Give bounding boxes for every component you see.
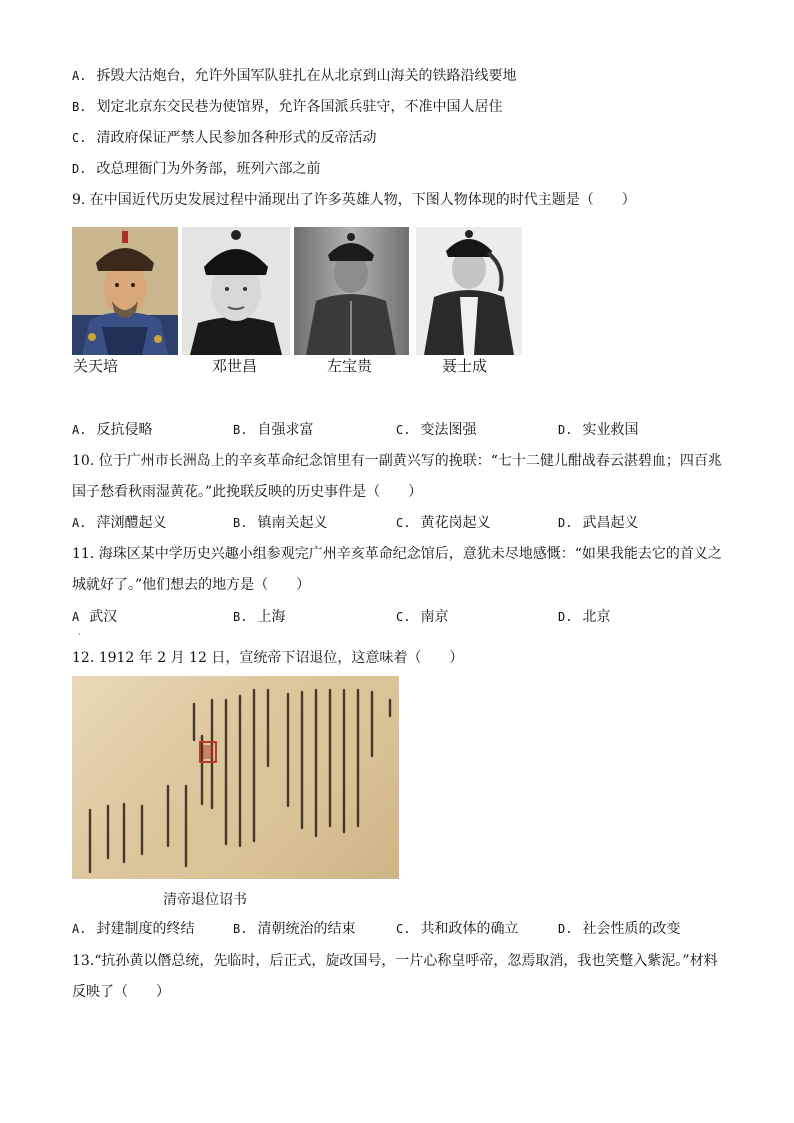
q12-option-b: B. 清朝统治的结束 <box>233 921 356 937</box>
q11-stem-line2: 城就好了。”他们想去的地方是（ ） <box>72 577 311 593</box>
caption-zuo-baogui: 左宝贵 <box>327 357 373 375</box>
q11-stem-line1: 11. 海珠区某中学历史兴趣小组参观完广州辛亥革命纪念馆后，意犹未尽地感慨：“如果我能去它的首义之 <box>72 546 722 562</box>
q12-options <box>72 919 732 939</box>
q10-option-b: B. 镇南关起义 <box>233 515 328 531</box>
abdication-edict-image <box>72 676 399 879</box>
q9-option-a: A. 反抗侵略 <box>72 422 153 438</box>
q9-option-b: B. 自强求富 <box>233 422 314 438</box>
q11-options <box>72 607 732 627</box>
portrait-guan-tianpei <box>72 227 178 355</box>
q11-option-c: C. 南京 <box>396 609 449 625</box>
q11-option-d: D. 北京 <box>558 609 611 625</box>
q10-option-c: C. 黄花岗起义 <box>396 515 491 531</box>
edict-caption: 清帝退位诏书 <box>163 892 247 908</box>
caption-nie-shicheng: 聂士成 <box>442 357 488 375</box>
q13-stem-line1: 13.“抗孙黄以僭总统，先临时，后正式，旋改国号，一片心称皇呼帝，忽焉取消，我也笑蹩入紫泥。”材料 <box>72 953 718 969</box>
q11-option-a: A 武汉 <box>72 609 118 625</box>
q9-option-d: D. 实业救国 <box>558 422 639 438</box>
caption-deng-shichang: 邓世昌 <box>212 357 258 375</box>
q9-options <box>72 420 732 440</box>
q10-option-a: A. 萍浏醴起义 <box>72 515 167 531</box>
q10-stem-line2: 国子愁看秋雨湿黄花。”此挽联反映的历史事件是（ ） <box>72 484 423 500</box>
q10-stem-line1: 10. 位于广州市长洲岛上的辛亥革命纪念馆里有一副黄兴写的挽联：“七十二健儿酣战春云湛碧血；四百兆 <box>72 453 722 469</box>
q9-stem: 9. 在中国近代历史发展过程中涌现出了许多英雄人物，下图人物体现的时代主题是（ ） <box>72 192 636 208</box>
q8-option-c: C. 清政府保证严禁人民参加各种形式的反帝活动 <box>72 130 377 146</box>
q9-option-c: C. 变法图强 <box>396 422 477 438</box>
q12-option-c: C. 共和政体的确立 <box>396 921 519 937</box>
q8-option-a: A. 拆毁大沽炮台，允许外国军队驻扎在从北京到山海关的铁路沿线要地 <box>72 68 517 84</box>
q11-option-b: B. 上海 <box>233 609 286 625</box>
q10-option-d: D. 武昌起义 <box>558 515 639 531</box>
q12-option-d: D. 社会性质的改变 <box>558 921 681 937</box>
q13-stem-line2: 反映了（ ） <box>72 984 170 1000</box>
q12-stem: 12. 1912 年 2 月 12 日，宣统帝下诏退位，这意味着（ ） <box>72 650 464 666</box>
q12-option-a: A. 封建制度的终结 <box>72 921 195 937</box>
portrait-zuo-baogui <box>294 227 409 355</box>
portrait-deng-shichang <box>182 227 290 355</box>
portrait-nie-shicheng <box>416 227 522 355</box>
q8-option-b: B. 划定北京东交民巷为使馆界，允许各国派兵驻守，不准中国人居住 <box>72 99 503 115</box>
caption-guan-tianpei: 关天培 <box>73 357 119 375</box>
q8-option-d: D. 改总理衙门为外务部，班列六部之前 <box>72 161 321 177</box>
stray-mark: · <box>78 630 81 639</box>
q10-options <box>72 513 732 533</box>
